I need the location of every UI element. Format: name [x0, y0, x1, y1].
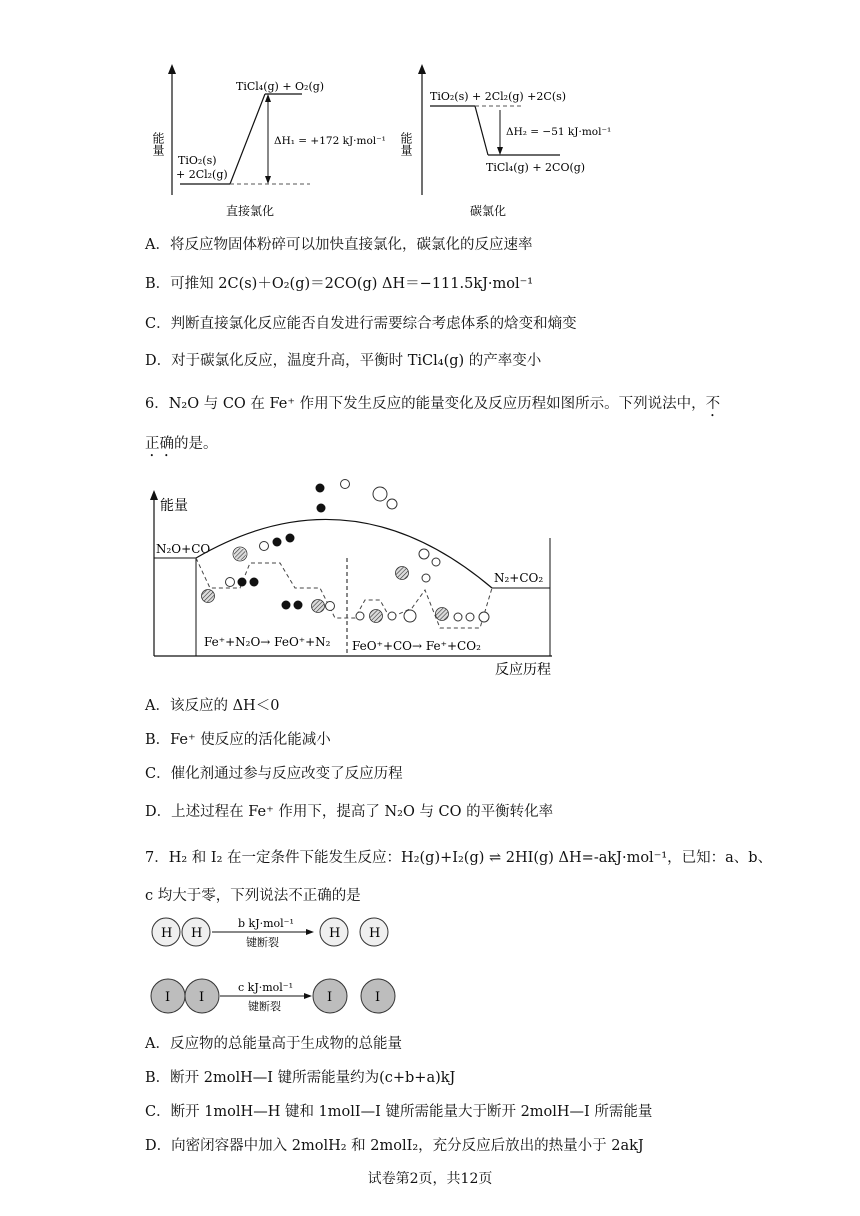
q6-stem-rest: 的是。 [174, 436, 218, 452]
q5-option-b: B．可推知 2C(s)＋O₂(g)＝2CO(g) ΔH＝−111.5kJ·mol⁻¹ [145, 276, 534, 292]
q6-stem-line2 [145, 432, 218, 460]
h-atom-3: H [329, 926, 341, 941]
left-ylabel: 能量 [151, 132, 165, 156]
q6-start-label: N₂O+CO [156, 542, 211, 556]
left-bottom-label-2: + 2Cl₂(g) [176, 168, 228, 181]
left-top-label: TiCl₄(g) + O₂(g) [236, 80, 325, 93]
right-caption: 碳氯化 [470, 204, 507, 218]
h-bond-energy: b kJ·mol⁻¹ [238, 917, 294, 930]
q7-option-c: C．断开 1molH—H 键和 1molI—I 键所需能量大于断开 2molH—I 所需能量 [145, 1104, 653, 1120]
q6-ylabel: 能量 [160, 498, 188, 514]
h-atom-1: H [161, 926, 173, 941]
h2-bond-breaking [152, 917, 388, 949]
q5-option-d: D．对于碳氯化反应，温度升高，平衡时 TiCl₄(g) 的产率变小 [145, 353, 542, 369]
i-atom-4: I [375, 990, 381, 1005]
right-top-label: TiO₂(s) + 2Cl₂(g) +2C(s) [430, 90, 567, 103]
h-break-label: 键断裂 [246, 936, 279, 949]
q6-option-b: B．Fe⁺ 使反应的活化能减小 [145, 732, 331, 748]
q6-stem-text: 6．N₂O 与 CO 在 Fe⁺ 作用下发生反应的能量变化及反应历程如图所示。下列说法中， [145, 396, 706, 412]
q7-option-d: D．向密闭容器中加入 2molH₂ 和 2molI₂，充分反应后放出的热量小于 2akJ [145, 1138, 644, 1154]
q7-option-a: A．反应物的总能量高于生成物的总能量 [145, 1036, 402, 1052]
left-caption: 直接氯化 [226, 204, 275, 218]
q7-stem-line2: c 均大于零，下列说法不正确的是 [145, 888, 361, 904]
i-break-label: 键断裂 [248, 1000, 281, 1013]
right-bottom-label: TiCl₄(g) + 2CO(g) [486, 161, 586, 174]
q6-stem-line1 [145, 392, 720, 420]
right-ylabel: 能量 [399, 132, 413, 156]
i2-bond-breaking [151, 979, 395, 1013]
left-bottom-label-1: TiO₂(s) [178, 154, 217, 167]
q6-reaction-pathway-diagram [140, 478, 600, 678]
left-dh-label: ΔH₁ = +172 kJ·mol⁻¹ [274, 135, 386, 147]
q7-option-b: B．断开 2molH—I 键所需能量约为(c+b+a)kJ [145, 1070, 456, 1086]
q6-step2-label: FeO⁺+CO→ Fe⁺+CO₂ [352, 639, 481, 653]
q6-option-c: C．催化剂通过参与反应改变了反应历程 [145, 766, 403, 782]
q6-xlabel: 反应历程 [495, 662, 551, 678]
i-bond-energy: c kJ·mol⁻¹ [238, 981, 294, 994]
h-atom-4: H [369, 926, 381, 941]
q5-option-c: C．判断直接氯化反应能否自发进行需要综合考虑体系的焓变和熵变 [145, 316, 577, 332]
i-atom-1: I [165, 990, 171, 1005]
page-footer: 试卷第2页，共12页 [367, 1171, 493, 1187]
q6-option-a: A．该反应的 ΔH＜0 [145, 698, 280, 714]
q5-energy-diagrams [140, 60, 620, 230]
q7-stem-line1: 7．H₂ 和 I₂ 在一定条件下能发生反应：H₂(g)+I₂(g) ⇌ 2HI(g) ΔH=-akJ·mol⁻¹，已知：a、b、 [145, 850, 773, 866]
i-atom-3: I [327, 990, 333, 1005]
q6-end-label: N₂+CO₂ [494, 571, 544, 585]
q7-bond-breaking-diagram [140, 912, 420, 1022]
q5-option-a: A．将反应物固体粉碎可以加快直接氯化，碳氯化的反应速率 [145, 237, 533, 253]
h-atom-2: H [191, 926, 203, 941]
direct-chlorination-diagram [151, 64, 386, 218]
right-dh-label: ΔH₂ = −51 kJ·mol⁻¹ [506, 126, 612, 138]
i-atom-2: I [199, 990, 205, 1005]
q6-emphasis-not: 不 [705, 396, 721, 412]
carbochlorination-diagram [399, 64, 611, 218]
q6-step1-label: Fe⁺+N₂O→ FeO⁺+N₂ [204, 635, 331, 649]
q6-emphasis-correct: 正确 [145, 436, 174, 452]
q6-option-d: D．上述过程在 Fe⁺ 作用下，提高了 N₂O 与 CO 的平衡转化率 [145, 804, 554, 820]
